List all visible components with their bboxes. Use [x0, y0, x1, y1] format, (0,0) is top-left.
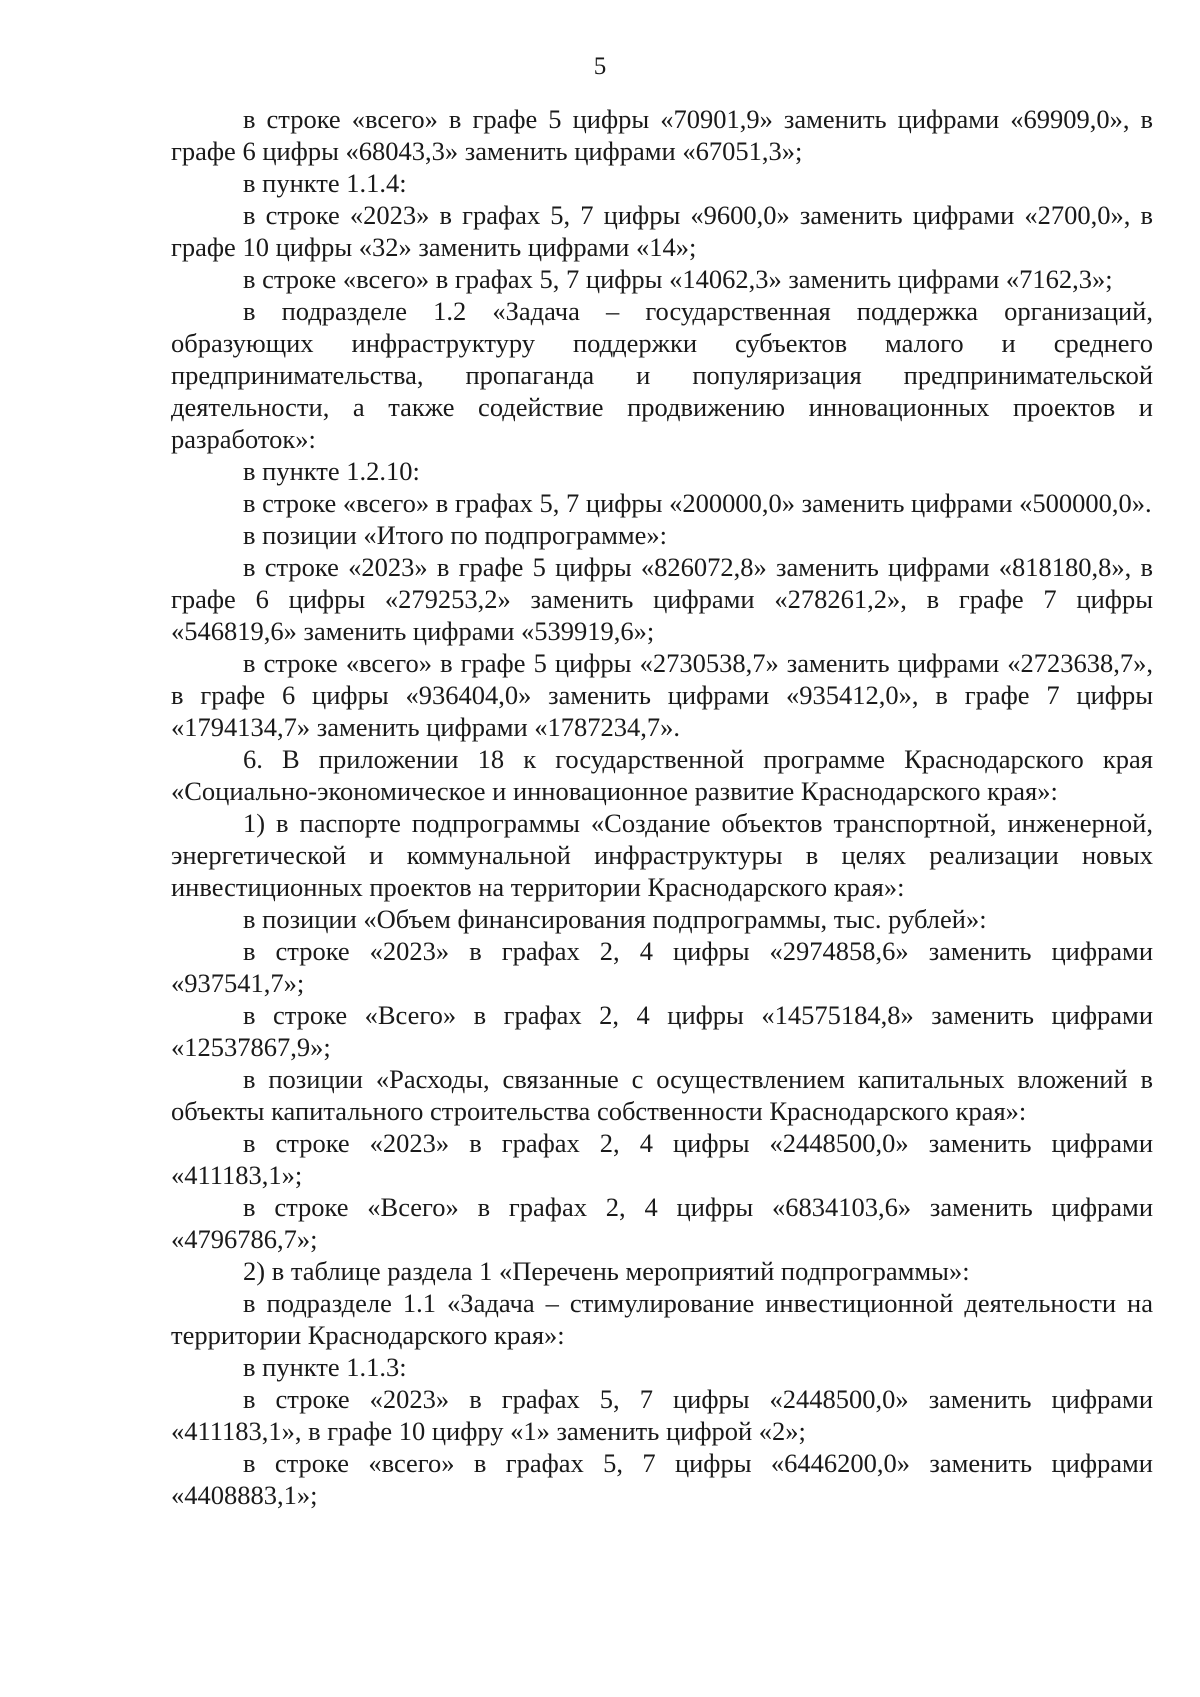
- paragraph-22: в строке «2023» в графах 5, 7 цифры «2448500,0» заменить цифрами «411183,1», в графе 10 цифру «1» заменить цифрой «2»;: [171, 1384, 1153, 1446]
- paragraph-3: в строке «2023» в графах 5, 7 цифры «9600,0» заменить цифрами «2700,0», в графе 10 цифры «32» заменить цифрами «14»;: [171, 200, 1153, 262]
- paragraph-2: в пункте 1.1.4:: [243, 168, 407, 198]
- page-number: 5: [593, 53, 607, 80]
- paragraph-16: в позиции «Расходы, связанные с осуществлением капитальных вложений в объекты капитального строительства собственности Краснодарского края»:: [171, 1064, 1153, 1126]
- paragraph-14: в строке «2023» в графах 2, 4 цифры «2974858,6» заменить цифрами «937541,7»;: [171, 936, 1153, 998]
- paragraph-7: в строке «всего» в графах 5, 7 цифры «200000,0» заменить цифрами «500000,0».: [243, 488, 1152, 518]
- paragraph-20: в подразделе 1.1 «Задача – стимулирование инвестиционной деятельности на территории Краснодарского края»:: [171, 1288, 1153, 1350]
- paragraph-21: в пункте 1.1.3:: [243, 1352, 407, 1382]
- paragraph-18: в строке «Всего» в графах 2, 4 цифры «6834103,6» заменить цифрами «4796786,7»;: [171, 1192, 1153, 1254]
- paragraph-4: в строке «всего» в графах 5, 7 цифры «14062,3» заменить цифрами «7162,3»;: [243, 264, 1113, 294]
- paragraph-6: в пункте 1.2.10:: [243, 456, 420, 486]
- paragraph-8: в позиции «Итого по подпрограмме»:: [243, 520, 668, 550]
- paragraph-9: в строке «2023» в графе 5 цифры «826072,8» заменить цифрами «818180,8», в графе 6 цифры «279253,2» заменить цифрами «278261,2», в графе 7 цифры «546819,6» заменить цифрами «539919,6»;: [171, 552, 1153, 646]
- paragraph-17: в строке «2023» в графах 2, 4 цифры «2448500,0» заменить цифрами «411183,1»;: [171, 1128, 1153, 1190]
- paragraph-19: 2) в таблице раздела 1 «Перечень мероприятий подпрограммы»:: [243, 1256, 970, 1286]
- paragraph-5: в подразделе 1.2 «Задача – государственная поддержка организаций, образующих инфраструктуру поддержки субъектов малого и среднего предпринимательства, пропаганда и популяризация предпринимательской деятельности, а также содействие продвижению инновационных проектов и разработок»:: [171, 296, 1153, 454]
- paragraph-11: 6. В приложении 18 к государственной программе Краснодарского края «Социально-экономическое и инновационное развитие Краснодарского края»:: [171, 744, 1153, 806]
- paragraph-10: в строке «всего» в графе 5 цифры «2730538,7» заменить цифрами «2723638,7», в графе 6 цифры «936404,0» заменить цифрами «935412,0», в графе 7 цифры «1794134,7» заменить цифрами «1787234,7».: [171, 648, 1153, 742]
- paragraph-1: в строке «всего» в графе 5 цифры «70901,9» заменить цифрами «69909,0», в графе 6 цифры «68043,3» заменить цифрами «67051,3»;: [171, 104, 1153, 166]
- paragraph-13: в позиции «Объем финансирования подпрограммы, тыс. рублей»:: [243, 904, 987, 934]
- document-body: [171, 103, 1153, 1511]
- paragraph-15: в строке «Всего» в графах 2, 4 цифры «14575184,8» заменить цифрами «12537867,9»;: [171, 1000, 1153, 1062]
- paragraph-12: 1) в паспорте подпрограммы «Создание объектов транспортной, инженерной, энергетической и коммунальной инфраструктуры в целях реализации новых инвестиционных проектов на территории Краснодарского края»:: [171, 808, 1153, 902]
- paragraph-23: в строке «всего» в графах 5, 7 цифры «6446200,0» заменить цифрами «4408883,1»;: [171, 1448, 1153, 1510]
